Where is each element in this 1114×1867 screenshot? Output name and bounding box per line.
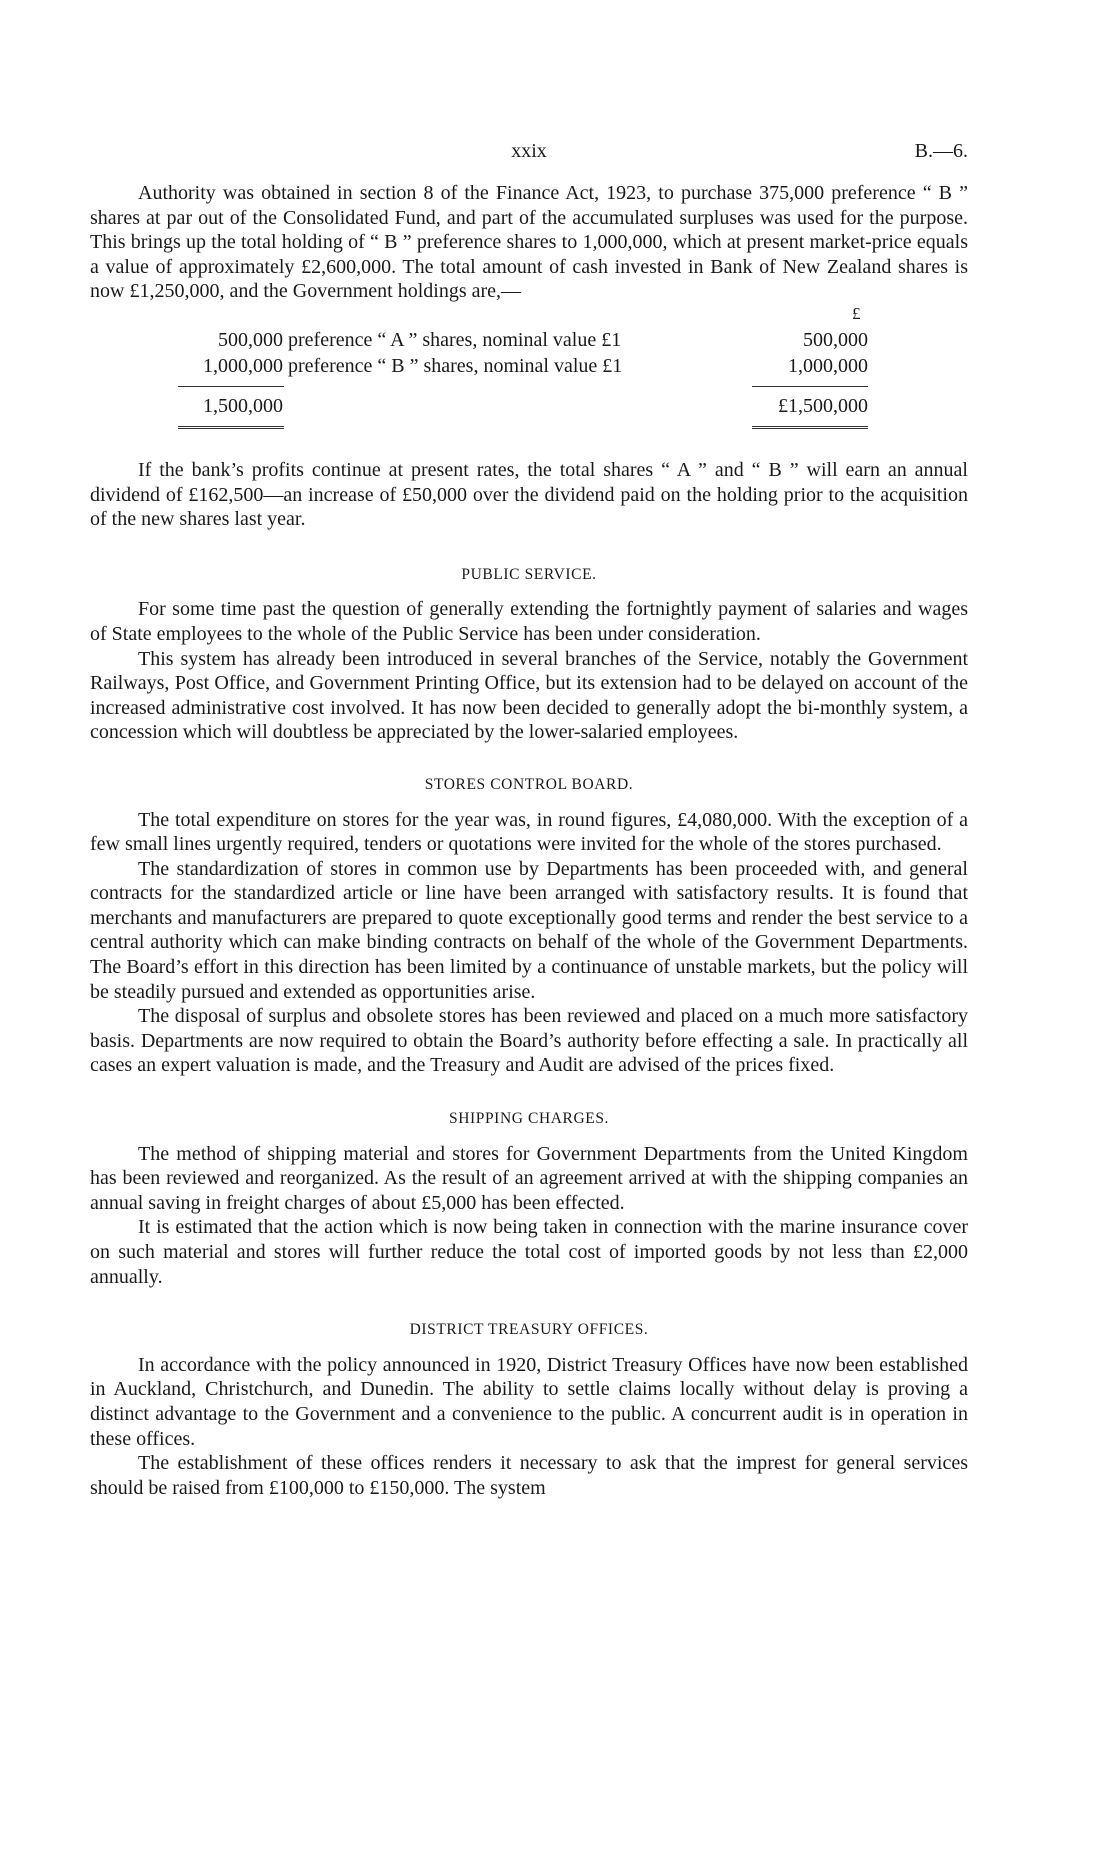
- holdings-quantity: 500,000: [218, 328, 283, 351]
- holdings-description: preference “ A ” shares, nominal value £1: [288, 328, 622, 351]
- section-heading-public-service: PUBLIC SERVICE.: [461, 565, 597, 583]
- section-heading-shipping-charges: SHIPPING CHARGES.: [448, 1110, 610, 1128]
- holdings-total-value: £1,500,000: [778, 394, 868, 417]
- holdings-total-quantity: 1,500,000: [203, 394, 283, 417]
- page-number: xxix: [511, 140, 547, 162]
- intro-paragraph: Authority was obtained in section 8 of the Finance Act, 1923, to purchase 375,000 preference “ B ” shares at par out of the Consolidated Fund, and part of the accumulated surpluses was used for the purpose. This brings up the total holding of “ B ” preference shares to 1,000,000, which at present market-price equals a value of approximately £2,600,000. The total amount of cash invested in Bank of New Zealand shares is now £1,250,000, and the Government holdings are,—: [90, 182, 968, 303]
- holdings-row: [178, 354, 868, 378]
- holdings-description: preference “ B ” shares, nominal value £1: [288, 354, 623, 377]
- total-double-rule: [178, 426, 284, 429]
- holdings-value: 1,000,000: [788, 354, 868, 377]
- holdings-table: [90, 304, 968, 452]
- section-heading-stores-control-board: STORES CONTROL BOARD.: [424, 775, 634, 793]
- page-header: [90, 136, 968, 166]
- section-paragraph: This system has already been introduced in several branches of the Service, notably the Government Railways, Post Office, and Government Printing Office, but its extension had to be delayed on account of the increased administrative cost involved. It has now been decided to generally adopt the bi-monthly system, a concession which will doubtless be appreciated by the lower-salaried employees.: [90, 647, 968, 744]
- document-reference: B.—6.: [914, 140, 968, 162]
- section-paragraph: The establishment of these offices renders it necessary to ask that the imprest for general services should be raised from £100,000 to £150,000. The system: [90, 1452, 968, 1499]
- currency-label: £: [852, 303, 861, 323]
- holdings-value: 500,000: [803, 328, 868, 351]
- dividend-paragraph: If the bank’s profits continue at present rates, the total shares “ A ” and “ B ” will earn an annual dividend of £162,500—an increase of £50,000 over the dividend paid on the holding prior to the acquisition of the new shares last year.: [90, 458, 968, 531]
- holdings-row: [178, 328, 868, 352]
- section-heading-district-treasury-offices: DISTRICT TREASURY OFFICES.: [409, 1321, 649, 1339]
- sum-rule: [178, 386, 284, 387]
- total-double-rule: [752, 426, 868, 429]
- section-paragraph: In accordance with the policy announced in 1920, District Treasury Offices have now been established in Auckland, Christchurch, and Dunedin. The ability to settle claims locally without delay is proving a distinct advantage to the Government and a convenience to the public. A concurrent audit is in operation in these offices.: [90, 1353, 968, 1450]
- section-paragraph: The standardization of stores in common use by Departments has been proceeded with, and general contracts for the standardized article or line have been arranged with satisfactory results. It is found that merchants and manufacturers are prepared to quote exceptionally good terms and render the best service to a central authority which can make binding contracts on behalf of the whole of the Government Departments. The Board’s effort in this direction has been limited by a continuance of unstable markets, but the policy will be steadily pursued and extended as opportunities arise.: [90, 857, 968, 1003]
- section-paragraph: For some time past the question of generally extending the fortnightly payment of salaries and wages of State employees to the whole of the Public Service has been under consideration.: [90, 598, 968, 645]
- document-body: [90, 181, 968, 1500]
- section-paragraph: The disposal of surplus and obsolete stores has been reviewed and placed on a much more satisfactory basis. Departments are now required to obtain the Board’s authority before effecting a sale. In practically all cases an expert valuation is made, and the Treasury and Audit are advised of the prices fixed.: [90, 1005, 968, 1077]
- sum-rule: [752, 386, 868, 387]
- section-paragraph: The method of shipping material and stores for Government Departments from the United Kingdom has been reviewed and reorganized. As the result of an agreement arrived at with the shipping companies an annual saving in freight charges of about £5,000 has been effected.: [90, 1142, 968, 1214]
- section-paragraph: The total expenditure on stores for the year was, in round figures, £4,080,000. With the exception of a few small lines urgently required, tenders or quotations were invited for the whole of the stores purchased.: [90, 808, 968, 856]
- holdings-quantity: 1,000,000: [203, 354, 283, 377]
- section-paragraph: It is estimated that the action which is now being taken in connection with the marine insurance cover on such material and stores will further reduce the total cost of imported goods by not less than £2,000 annually.: [90, 1216, 968, 1288]
